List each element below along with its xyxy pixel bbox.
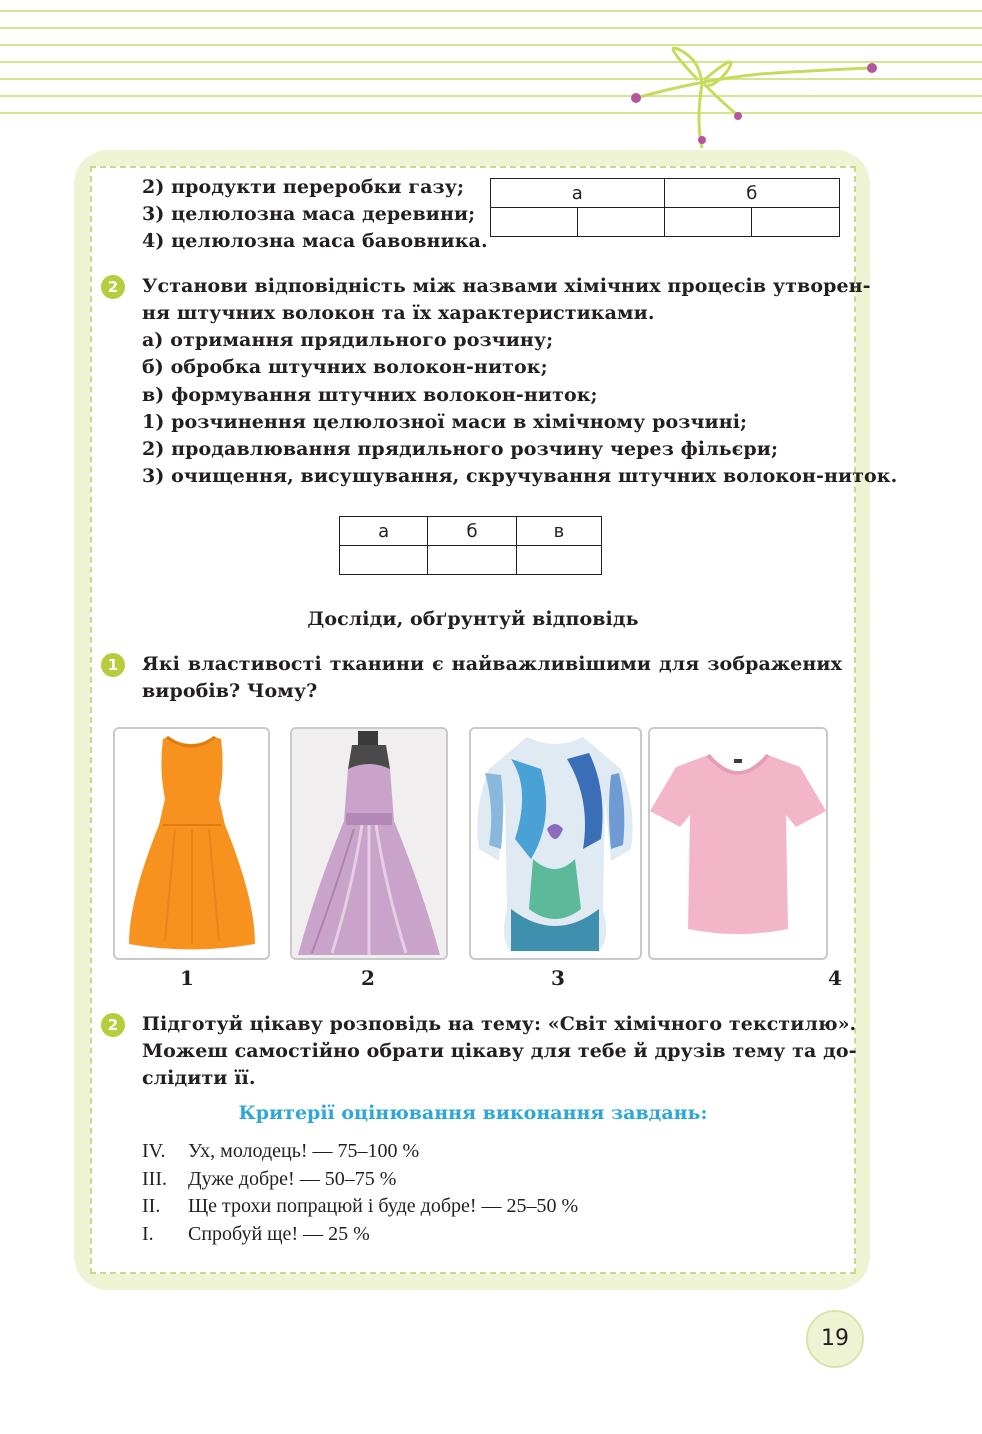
question-text: Які властивості тканини є найважливішими для зображених [142,653,842,675]
process-item: б) обробка штучних волокон-ниток; [142,356,548,378]
section-heading: Досліди, обґрунтуй відповідь [307,608,639,630]
answer-table-abv [339,516,602,575]
ribbon-bow-icon [620,40,890,155]
answer-cell[interactable] [516,546,601,575]
answer-cell[interactable] [491,208,578,237]
criteria-text: Ще трохи попрацюй і буде добре! — 25–50 % [188,1195,579,1217]
photo-caption: 1 [180,966,194,990]
photo-caption: 4 [828,966,842,990]
photo-lilac-gown [290,727,448,960]
characteristic-item: 2) продавлювання прядильного розчину через фільєри; [142,438,779,460]
criteria-text: Дуже добре! — 50–75 % [188,1168,397,1190]
answer-cell[interactable] [577,208,664,237]
criteria-level [142,1166,396,1193]
task-number-badge: 1 [101,653,125,677]
photo-printed-blouse [469,727,642,960]
answer-cell[interactable] [752,208,840,237]
photo-pink-tshirt [648,727,828,960]
lilac-gown-icon [292,729,446,958]
criteria-roman: III. [142,1168,167,1190]
page-number: 19 [806,1310,864,1368]
orange-dress-icon [115,729,268,958]
criteria-text: Спробуй ще! — 25 % [188,1223,370,1245]
process-item: в) формування штучних волокон-ниток; [142,384,598,406]
photo-caption: 3 [551,966,565,990]
printed-blouse-icon [471,729,640,958]
criteria-roman: I. [142,1223,154,1245]
table-header: б [428,517,517,546]
task-number-badge: 2 [101,275,125,299]
task-top-item: 2) продукти переробки газу; [142,176,465,198]
table-header: а [491,179,665,208]
characteristic-item: 3) очищення, висушування, скручування штучних волокон-ниток. [142,465,898,487]
task-top-item: 4) целюлозна маса бавовника. [142,230,488,252]
criteria-level [142,1138,419,1165]
question-text: Підготуй цікаву розповідь на тему: «Світ хімічного текстилю». [142,1013,857,1035]
criteria-title: Критерії оцінювання виконання завдань: [238,1102,708,1124]
process-item: а) отримання прядильного розчину; [142,329,554,351]
question-text: Можеш самостійно обрати цікаву для тебе й друзів тему та до- [142,1040,857,1062]
question-text: слідити її. [142,1067,256,1089]
criteria-text: Ух, молодець! — 75–100 % [188,1140,420,1162]
task-intro: ня штучних волокон та їх характеристиками. [142,302,655,324]
criteria-level [142,1221,370,1248]
photo-caption: 2 [361,966,375,990]
task-top-item: 3) целюлозна маса деревини; [142,203,476,225]
answer-table-ab [490,178,840,237]
criteria-level [142,1193,578,1220]
characteristic-item: 1) розчинення целюлозної маси в хімічному розчині; [142,411,748,433]
question-text: виробів? Чому? [142,680,318,702]
table-header: а [340,517,428,546]
table-header: б [664,179,840,208]
answer-cell[interactable] [340,546,428,575]
task-number-badge: 2 [101,1013,125,1037]
answer-cell[interactable] [428,546,517,575]
photo-orange-dress [113,727,270,960]
answer-cell[interactable] [664,208,752,237]
pink-tshirt-icon [650,729,826,958]
criteria-roman: II. [142,1195,161,1217]
table-header: в [516,517,601,546]
criteria-roman: IV. [142,1140,166,1162]
task-intro: Установи відповідність між назвами хімічних процесів утворен- [142,275,871,297]
